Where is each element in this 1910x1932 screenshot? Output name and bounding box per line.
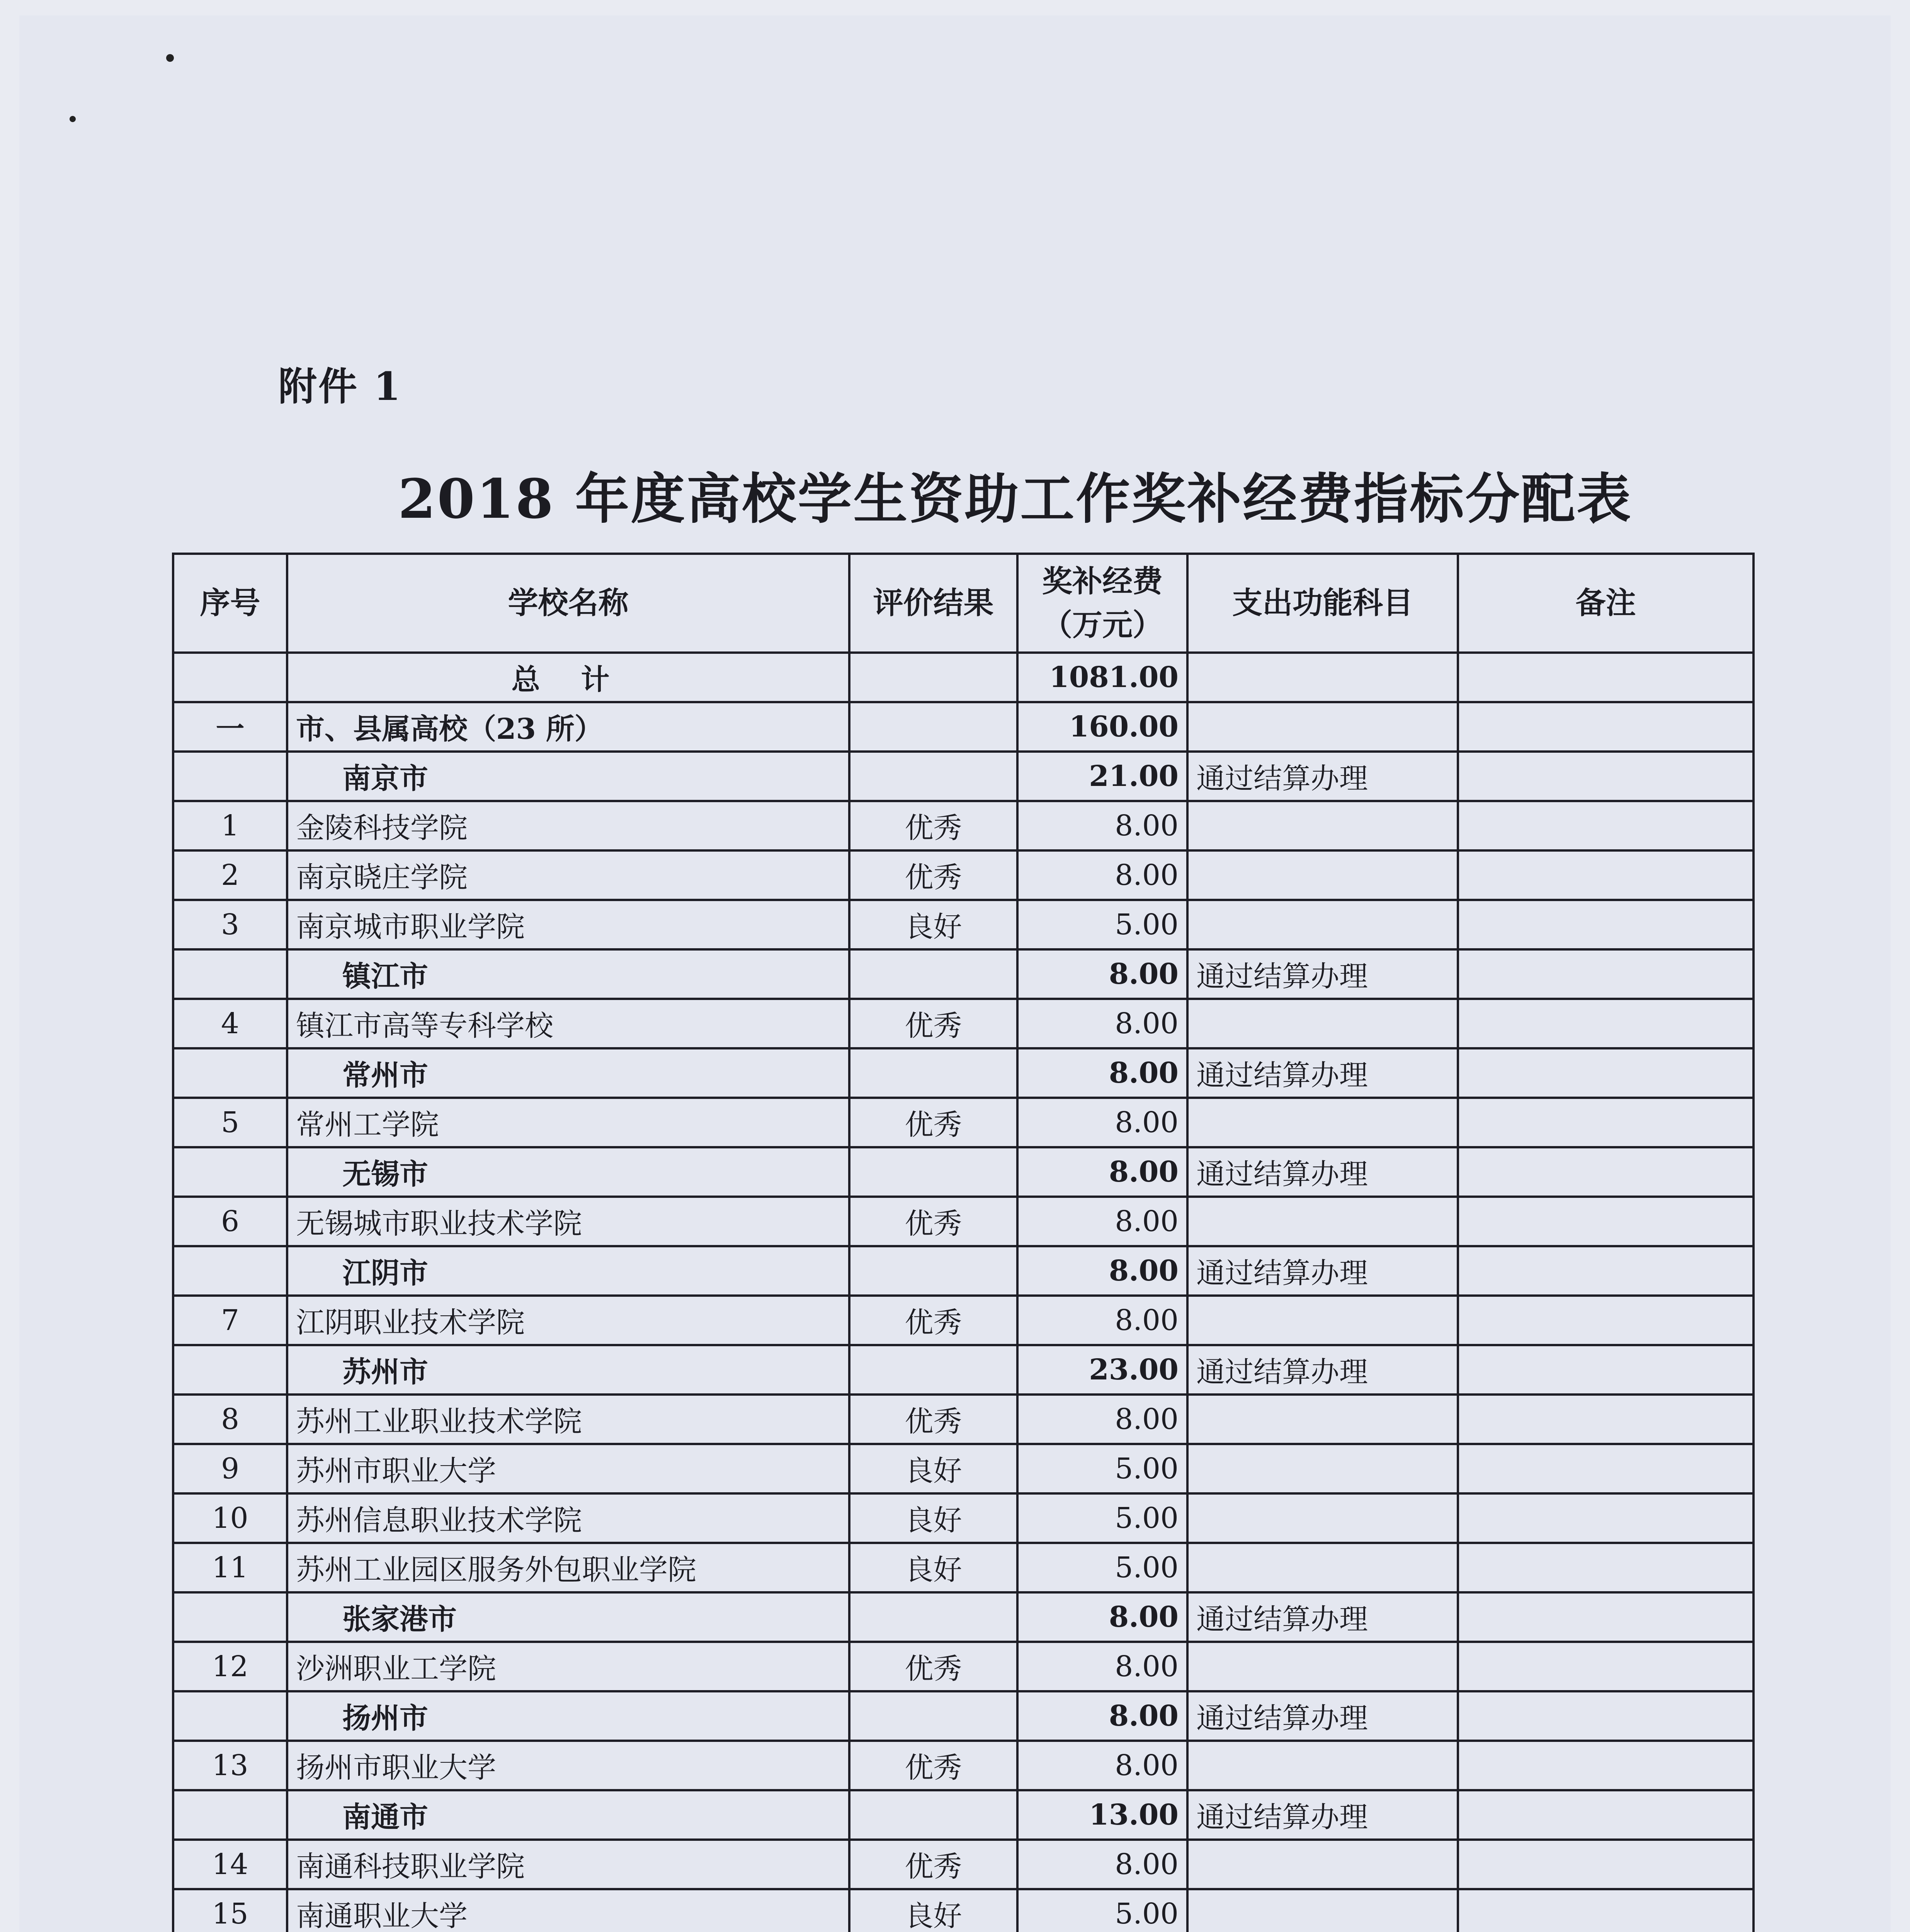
cell-remark (1458, 752, 1754, 801)
cell-school-name: 南通职业大学 (287, 1889, 849, 1932)
cell-eval: 优秀 (849, 1642, 1017, 1691)
table-row (173, 999, 1754, 1048)
cell-amount: 8.00 (1017, 1246, 1187, 1296)
cell-remark (1458, 653, 1754, 702)
cell-remark (1458, 1840, 1754, 1889)
cell-amount: 8.00 (1017, 1691, 1187, 1741)
cell-function (1187, 900, 1458, 949)
cell-amount: 8.00 (1017, 1048, 1187, 1098)
cell-eval: 优秀 (849, 999, 1017, 1048)
cell-eval: 良好 (849, 900, 1017, 949)
cell-eval: 良好 (849, 1889, 1017, 1932)
cell-no: 14 (173, 1840, 287, 1889)
cell-eval (849, 949, 1017, 999)
cell-no (173, 1592, 287, 1642)
cell-eval (849, 752, 1017, 801)
cell-function (1187, 653, 1458, 702)
cell-function (1187, 1840, 1458, 1889)
cell-school-name: 镇江市高等专科学校 (287, 999, 849, 1048)
cell-amount: 8.00 (1017, 999, 1187, 1048)
cell-remark (1458, 1642, 1754, 1691)
cell-eval: 良好 (849, 1543, 1017, 1592)
cell-school-name: 常州市 (287, 1048, 849, 1098)
header-name: 学校名称 (287, 554, 849, 653)
cell-school-name: 无锡城市职业技术学院 (287, 1197, 849, 1246)
cell-function (1187, 1197, 1458, 1246)
cell-eval (849, 1790, 1017, 1840)
cell-remark (1458, 1592, 1754, 1642)
cell-school-name: 江阴职业技术学院 (287, 1296, 849, 1345)
cell-function (1187, 850, 1458, 900)
cell-remark (1458, 1741, 1754, 1790)
cell-eval: 良好 (849, 1444, 1017, 1493)
cell-function: 通过结算办理 (1187, 752, 1458, 801)
cell-function (1187, 1493, 1458, 1543)
cell-no: 9 (173, 1444, 287, 1493)
cell-function (1187, 702, 1458, 752)
cell-no: 3 (173, 900, 287, 949)
cell-remark (1458, 900, 1754, 949)
cell-no (173, 1048, 287, 1098)
cell-amount: 1081.00 (1017, 653, 1187, 702)
cell-school-name: 南通科技职业学院 (287, 1840, 849, 1889)
cell-school-name: 江阴市 (287, 1246, 849, 1296)
table-row (173, 1543, 1754, 1592)
cell-remark (1458, 1790, 1754, 1840)
cell-function: 通过结算办理 (1187, 1147, 1458, 1197)
cell-eval: 优秀 (849, 1395, 1017, 1444)
header-no: 序号 (173, 554, 287, 653)
cell-no (173, 653, 287, 702)
table-row (173, 1840, 1754, 1889)
cell-school-name: 苏州信息职业技术学院 (287, 1493, 849, 1543)
table-row (173, 1246, 1754, 1296)
cell-school-name: 扬州市职业大学 (287, 1741, 849, 1790)
table-row (173, 1395, 1754, 1444)
cell-no: 13 (173, 1741, 287, 1790)
table-row (173, 1444, 1754, 1493)
table-row (173, 1493, 1754, 1543)
cell-eval: 优秀 (849, 1197, 1017, 1246)
cell-function: 通过结算办理 (1187, 1345, 1458, 1395)
cell-no: 10 (173, 1493, 287, 1543)
cell-school-name: 沙洲职业工学院 (287, 1642, 849, 1691)
table-row (173, 1098, 1754, 1147)
cell-school-name: 常州工学院 (287, 1098, 849, 1147)
cell-amount: 5.00 (1017, 1543, 1187, 1592)
cell-remark (1458, 1543, 1754, 1592)
cell-function (1187, 1889, 1458, 1932)
header-function: 支出功能科目 (1187, 554, 1458, 653)
cell-function (1187, 1444, 1458, 1493)
header-eval: 评价结果 (849, 554, 1017, 653)
cell-function (1187, 1098, 1458, 1147)
cell-no (173, 1691, 287, 1741)
cell-function: 通过结算办理 (1187, 1592, 1458, 1642)
cell-school-name: 张家港市 (287, 1592, 849, 1642)
cell-eval: 良好 (849, 1493, 1017, 1543)
table-row (173, 1197, 1754, 1246)
cell-function: 通过结算办理 (1187, 1048, 1458, 1098)
cell-amount: 8.00 (1017, 1395, 1187, 1444)
cell-school-name: 总 计 (287, 653, 849, 702)
cell-no (173, 752, 287, 801)
table-row (173, 949, 1754, 999)
cell-function: 通过结算办理 (1187, 1691, 1458, 1741)
table-row (173, 1790, 1754, 1840)
cell-no: 5 (173, 1098, 287, 1147)
table-row (173, 1741, 1754, 1790)
cell-function (1187, 1642, 1458, 1691)
cell-remark (1458, 999, 1754, 1048)
cell-no: 一 (173, 702, 287, 752)
cell-remark (1458, 1147, 1754, 1197)
cell-amount: 5.00 (1017, 1493, 1187, 1543)
table-row (173, 1642, 1754, 1691)
cell-eval (849, 653, 1017, 702)
cell-no: 7 (173, 1296, 287, 1345)
cell-function: 通过结算办理 (1187, 949, 1458, 999)
cell-remark (1458, 1444, 1754, 1493)
cell-remark (1458, 1345, 1754, 1395)
cell-no (173, 1345, 287, 1395)
cell-remark (1458, 1493, 1754, 1543)
table-row (173, 900, 1754, 949)
cell-remark (1458, 1197, 1754, 1246)
cell-amount: 8.00 (1017, 1147, 1187, 1197)
table-row (173, 1048, 1754, 1098)
cell-remark (1458, 1246, 1754, 1296)
cell-function (1187, 1741, 1458, 1790)
cell-amount: 8.00 (1017, 850, 1187, 900)
table-row (173, 1296, 1754, 1345)
table-row (173, 1345, 1754, 1395)
cell-remark (1458, 1889, 1754, 1932)
cell-amount: 5.00 (1017, 900, 1187, 949)
table-row (173, 1889, 1754, 1932)
cell-remark (1458, 850, 1754, 900)
cell-eval (849, 1345, 1017, 1395)
cell-function (1187, 999, 1458, 1048)
table-row (173, 801, 1754, 850)
cell-amount: 8.00 (1017, 1592, 1187, 1642)
table-row (173, 1147, 1754, 1197)
cell-function: 通过结算办理 (1187, 1790, 1458, 1840)
cell-eval (849, 1592, 1017, 1642)
cell-no: 8 (173, 1395, 287, 1444)
cell-function (1187, 1395, 1458, 1444)
cell-remark (1458, 801, 1754, 850)
cell-amount: 8.00 (1017, 949, 1187, 999)
cell-no (173, 949, 287, 999)
document-page (19, 15, 1891, 1932)
table-row (173, 702, 1754, 752)
cell-function (1187, 801, 1458, 850)
cell-no (173, 1246, 287, 1296)
cell-amount: 5.00 (1017, 1889, 1187, 1932)
cell-school-name: 南京晓庄学院 (287, 850, 849, 900)
cell-remark (1458, 1296, 1754, 1345)
cell-no (173, 1790, 287, 1840)
cell-eval: 优秀 (849, 1098, 1017, 1147)
cell-no: 11 (173, 1543, 287, 1592)
attachment-label: 附件 1 (278, 364, 402, 409)
cell-school-name: 苏州市职业大学 (287, 1444, 849, 1493)
cell-eval (849, 1246, 1017, 1296)
cell-amount: 13.00 (1017, 1790, 1187, 1840)
cell-school-name: 南京市 (287, 752, 849, 801)
cell-school-name: 市、县属高校（23 所） (287, 702, 849, 752)
cell-remark (1458, 702, 1754, 752)
cell-amount: 8.00 (1017, 1840, 1187, 1889)
cell-no: 1 (173, 801, 287, 850)
cell-function (1187, 1296, 1458, 1345)
table-row (173, 1691, 1754, 1741)
cell-school-name: 无锡市 (287, 1147, 849, 1197)
cell-school-name: 南通市 (287, 1790, 849, 1840)
page-title: 2018 年度高校学生资助工作奖补经费指标分配表 (398, 468, 1633, 531)
cell-amount: 8.00 (1017, 801, 1187, 850)
cell-eval: 优秀 (849, 850, 1017, 900)
cell-no: 4 (173, 999, 287, 1048)
cell-eval: 优秀 (849, 1296, 1017, 1345)
cell-remark (1458, 1098, 1754, 1147)
header-amount: 奖补经费（万元） (1017, 554, 1187, 653)
cell-no: 12 (173, 1642, 287, 1691)
cell-remark (1458, 1048, 1754, 1098)
cell-school-name: 南京城市职业学院 (287, 900, 849, 949)
table-row (173, 653, 1754, 702)
cell-no: 15 (173, 1889, 287, 1932)
cell-school-name: 苏州市 (287, 1345, 849, 1395)
cell-amount: 8.00 (1017, 1296, 1187, 1345)
cell-eval: 优秀 (849, 1840, 1017, 1889)
cell-amount: 8.00 (1017, 1197, 1187, 1246)
cell-amount: 8.00 (1017, 1642, 1187, 1691)
cell-school-name: 金陵科技学院 (287, 801, 849, 850)
cell-eval (849, 1147, 1017, 1197)
table-row (173, 1592, 1754, 1642)
cell-remark (1458, 949, 1754, 999)
cell-amount: 21.00 (1017, 752, 1187, 801)
cell-no: 6 (173, 1197, 287, 1246)
cell-eval: 优秀 (849, 1741, 1017, 1790)
cell-amount: 8.00 (1017, 1098, 1187, 1147)
cell-eval (849, 702, 1017, 752)
cell-school-name: 扬州市 (287, 1691, 849, 1741)
cell-eval (849, 1691, 1017, 1741)
cell-amount: 5.00 (1017, 1444, 1187, 1493)
scan-speck (166, 54, 174, 62)
table-header-row (173, 554, 1754, 653)
cell-school-name: 苏州工业职业技术学院 (287, 1395, 849, 1444)
cell-amount: 23.00 (1017, 1345, 1187, 1395)
cell-school-name: 苏州工业园区服务外包职业学院 (287, 1543, 849, 1592)
cell-function: 通过结算办理 (1187, 1246, 1458, 1296)
cell-school-name: 镇江市 (287, 949, 849, 999)
scan-speck (70, 116, 76, 122)
cell-eval: 优秀 (849, 801, 1017, 850)
table-row (173, 850, 1754, 900)
cell-remark (1458, 1395, 1754, 1444)
cell-eval (849, 1048, 1017, 1098)
cell-amount: 160.00 (1017, 702, 1187, 752)
cell-function (1187, 1543, 1458, 1592)
cell-no: 2 (173, 850, 287, 900)
cell-amount: 8.00 (1017, 1741, 1187, 1790)
allocation-table (172, 553, 1755, 1932)
table-row (173, 752, 1754, 801)
cell-remark (1458, 1691, 1754, 1741)
header-remark: 备注 (1458, 554, 1754, 653)
cell-no (173, 1147, 287, 1197)
